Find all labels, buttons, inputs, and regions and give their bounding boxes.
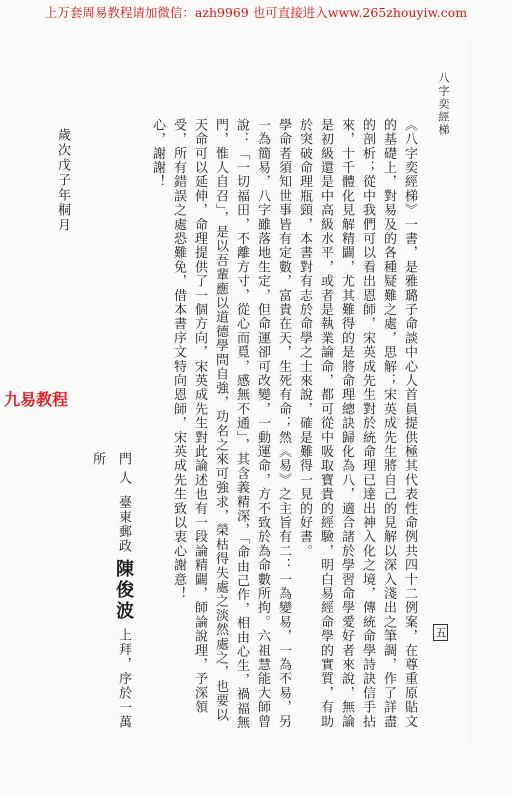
watermark-logo: 九易教程 — [4, 390, 69, 409]
signature-closing: 上拜，序於一萬所 — [90, 452, 131, 730]
signature-line — [84, 452, 136, 742]
signature-place: 臺東郵政 — [116, 495, 131, 554]
running-head: 八字奕經梯 — [437, 72, 450, 137]
top-banner[interactable]: 上万套周易教程请加微信：azh9969 也可直接进入www.265zhouyiw.com — [44, 5, 468, 20]
author-name: 陳俊波 — [113, 559, 134, 623]
signature-block — [60, 452, 136, 742]
signature-role: 門人 — [116, 452, 131, 490]
paragraph-2: 學命者須知世事皆有定數，富貴在天，生死有命；然《易》之主旨有二：一為變易，一為不易，另一為簡易，八字雖落地生定，但命運卻可改變，一動運命，方不致於為命數所拘。六祖慧能大師曾說：「一切福田，不離方寸，從心而覓，感無不通」，其含義精深，「命由己作，相由心生，禍福無門，惟人自召」，是以吾輩應以道德學問自強，功名之來可強求，榮枯得失處之淡然處之，也要以天命可以延伸，命理提供了一個方向，宋英成先生對此論述也有一段論精闢，師論說理，予深領受，所有錯誤之處恐難免，借本書序文特向恩師，宋英成先生致以衷心謝意！ — [171, 118, 291, 730]
page-number: 五 — [433, 624, 448, 641]
date-line: 歲次戊子年桐月 — [55, 128, 70, 233]
paragraph-1: 《八字奕經梯》一書，是雅璐子命談中心人首員提供極其代表性命例共四十二例案，在尊重原貼文的基礎上，對易及的各種疑難之處，思解；宋英成先生將自己的見解以深入淺出之筆調，作了詳盡的剖析；從中我們可以看出恩師，宋英成先生對於統命理已達出神入化之境，傳統命學詩訣信手拈來，十千體化見解精闢，尤其難得的是將命理總訣歸化為八，適合諸於學習命學愛好者來說，無論是初級還是中高級水平，或者是執業論命，都可從中吸取寶貴的經驗，明白易經命學的實質，有助於突破命理瓶頸，本書對有志於命學之士來說，確是難得一見的好書。 — [297, 118, 417, 729]
paragraph-3: 心，謝謝！ — [150, 118, 165, 189]
page-divider — [470, 40, 471, 740]
